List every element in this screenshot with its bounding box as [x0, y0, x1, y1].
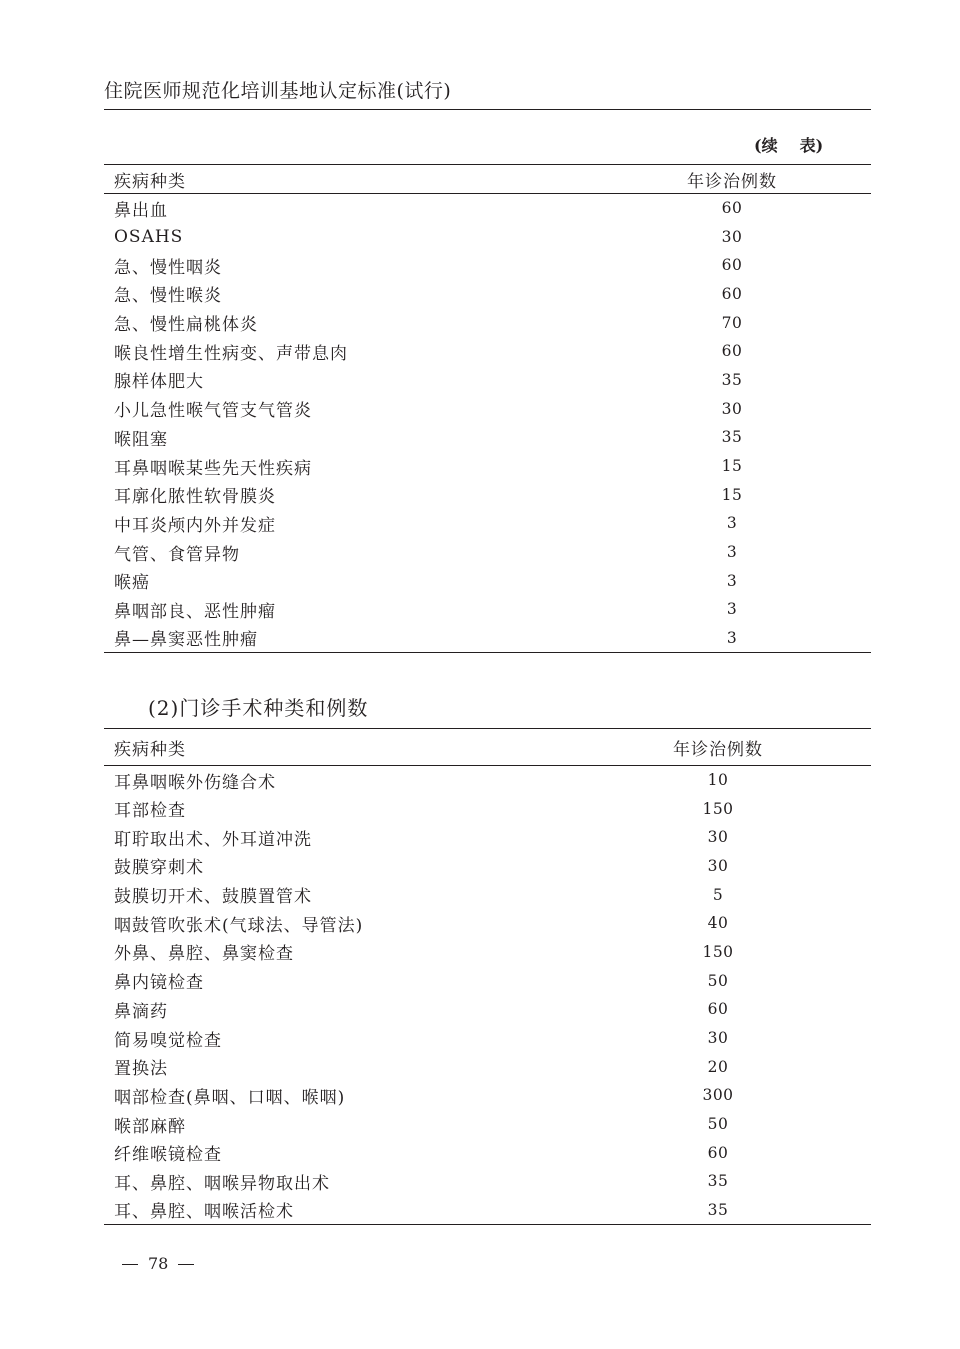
annual-cases-cell: 60	[721, 342, 743, 361]
table-body	[104, 194, 871, 653]
disease-name-cell: 鼻出血	[114, 200, 168, 221]
table-body	[104, 766, 871, 1225]
disease-name-cell: 鼓膜切开术、鼓膜置管术	[114, 887, 312, 908]
disease-name-cell: 急、慢性咽炎	[114, 257, 222, 278]
page-footer	[112, 1254, 204, 1273]
continued-table-label	[754, 133, 823, 156]
table-row	[104, 1024, 871, 1053]
annual-cases-cell: 35	[721, 428, 743, 447]
annual-cases-cell: 70	[721, 313, 743, 332]
annual-cases-cell: 35	[707, 1172, 729, 1191]
table-header-row	[104, 165, 871, 194]
dash-left	[122, 1264, 138, 1265]
disease-name-cell: 鼻滴药	[114, 1001, 168, 1022]
annual-cases-cell: 5	[712, 885, 724, 904]
annual-cases-cell: 30	[707, 856, 729, 875]
disease-name-cell: 急、慢性扁桃体炎	[114, 315, 258, 336]
disease-name-cell: 喉部麻醉	[114, 1116, 186, 1137]
annual-cases-cell: 30	[721, 399, 743, 418]
disease-name-cell: 咽鼓管吹张术(气球法、导管法)	[114, 915, 364, 936]
table-row	[104, 538, 871, 567]
table-row	[104, 509, 871, 538]
table-header-row	[104, 729, 871, 766]
disease-name-cell: 耳、鼻腔、咽喉异物取出术	[114, 1173, 330, 1194]
disease-name-cell: 耳、鼻腔、咽喉活检术	[114, 1202, 294, 1223]
table-row	[104, 194, 871, 223]
disease-name-cell: 腺样体肥大	[114, 372, 204, 393]
disease-name-cell: 简易嗅觉检查	[114, 1030, 222, 1051]
disease-name-cell: 鼻—鼻窦恶性肿瘤	[114, 630, 258, 651]
table-row	[104, 1110, 871, 1139]
disease-name-cell: 小儿急性喉气管支气管炎	[114, 401, 312, 422]
table-row	[104, 222, 871, 251]
page-number: 78	[148, 1254, 169, 1273]
annual-cases-cell: 60	[721, 256, 743, 275]
table-row	[104, 595, 871, 624]
disease-cases-table	[104, 164, 871, 653]
disease-name-cell: 鼻内镜检查	[114, 973, 204, 994]
annual-cases-cell: 20	[707, 1057, 729, 1076]
table-row	[104, 823, 871, 852]
column-header-annual-cases: 年诊治例数	[630, 729, 806, 766]
disease-name-cell: 喉癌	[114, 573, 150, 594]
table-row	[104, 394, 871, 423]
dash-right	[178, 1264, 194, 1265]
disease-name-cell: 外鼻、鼻腔、鼻窦检查	[114, 944, 294, 965]
annual-cases-cell: 15	[721, 457, 743, 476]
annual-cases-cell: 60	[707, 1143, 729, 1162]
disease-name-cell: 急、慢性喉炎	[114, 286, 222, 307]
outpatient-surgery-table	[104, 728, 871, 1225]
disease-name-cell: 耳部检查	[114, 801, 186, 822]
annual-cases-cell: 3	[726, 600, 738, 619]
table-row	[104, 995, 871, 1024]
annual-cases-cell: 40	[707, 914, 729, 933]
disease-name-cell: 中耳炎颅内外并发症	[114, 515, 276, 536]
annual-cases-cell: 300	[702, 1086, 734, 1105]
disease-name-cell: 咽部检查(鼻咽、口咽、喉咽)	[114, 1087, 346, 1108]
disease-name-cell: 气管、食管异物	[114, 544, 240, 565]
table-row	[104, 251, 871, 280]
table-row	[104, 308, 871, 337]
annual-cases-cell: 30	[707, 828, 729, 847]
annual-cases-cell: 150	[702, 942, 734, 961]
table-row	[104, 452, 871, 481]
annual-cases-cell: 50	[707, 1115, 729, 1134]
annual-cases-cell: 30	[707, 1029, 729, 1048]
annual-cases-cell: 3	[726, 628, 738, 647]
table-row	[104, 366, 871, 395]
table-row	[104, 1196, 871, 1225]
disease-name-cell: OSAHS	[114, 226, 184, 247]
disease-name-cell: 喉阻塞	[114, 429, 168, 450]
column-header-disease: 疾病种类	[104, 165, 642, 194]
table-row	[104, 480, 871, 509]
disease-name-cell: 耳廓化脓性软骨膜炎	[114, 487, 276, 508]
table-row	[104, 423, 871, 452]
annual-cases-cell: 35	[721, 370, 743, 389]
table-row	[104, 1167, 871, 1196]
table-row	[104, 880, 871, 909]
table-row	[104, 794, 871, 823]
table-row	[104, 966, 871, 995]
annual-cases-cell: 3	[726, 543, 738, 562]
disease-name-cell: 耵聍取出术、外耳道冲洗	[114, 829, 312, 850]
table-row	[104, 852, 871, 881]
table-row	[104, 1081, 871, 1110]
continued-open: (续	[754, 136, 778, 155]
table-row	[104, 938, 871, 967]
annual-cases-cell: 50	[707, 971, 729, 990]
annual-cases-cell: 60	[707, 1000, 729, 1019]
table-row	[104, 909, 871, 938]
table-row	[104, 1138, 871, 1167]
disease-name-cell: 耳鼻咽喉外伤缝合术	[114, 772, 276, 793]
annual-cases-cell: 10	[707, 771, 729, 790]
table-row	[104, 624, 871, 653]
annual-cases-cell: 35	[707, 1200, 729, 1219]
annual-cases-cell: 60	[721, 284, 743, 303]
table-row	[104, 280, 871, 309]
annual-cases-cell: 30	[721, 227, 743, 246]
disease-name-cell: 喉良性增生性病变、声带息肉	[114, 343, 348, 364]
table-row	[104, 766, 871, 795]
annual-cases-cell: 3	[726, 571, 738, 590]
running-header	[104, 76, 871, 110]
header-title: 住院医师规范化培训基地认定标准(试行)	[104, 80, 452, 102]
annual-cases-cell: 60	[721, 199, 743, 218]
table-row	[104, 1052, 871, 1081]
section-heading: (2)门诊手术种类和例数	[148, 696, 369, 720]
disease-name-cell: 纤维喉镜检查	[114, 1145, 222, 1166]
continued-close: 表)	[799, 136, 824, 155]
table-row	[104, 337, 871, 366]
annual-cases-cell: 15	[721, 485, 743, 504]
disease-name-cell: 鼓膜穿刺术	[114, 858, 204, 879]
annual-cases-cell: 3	[726, 514, 738, 533]
column-header-annual-cases: 年诊治例数	[642, 165, 822, 194]
annual-cases-cell: 150	[702, 799, 734, 818]
column-header-disease: 疾病种类	[104, 729, 630, 766]
table-row	[104, 566, 871, 595]
disease-name-cell: 置换法	[114, 1059, 168, 1080]
disease-name-cell: 鼻咽部良、恶性肿瘤	[114, 601, 276, 622]
disease-name-cell: 耳鼻咽喉某些先天性疾病	[114, 458, 312, 479]
